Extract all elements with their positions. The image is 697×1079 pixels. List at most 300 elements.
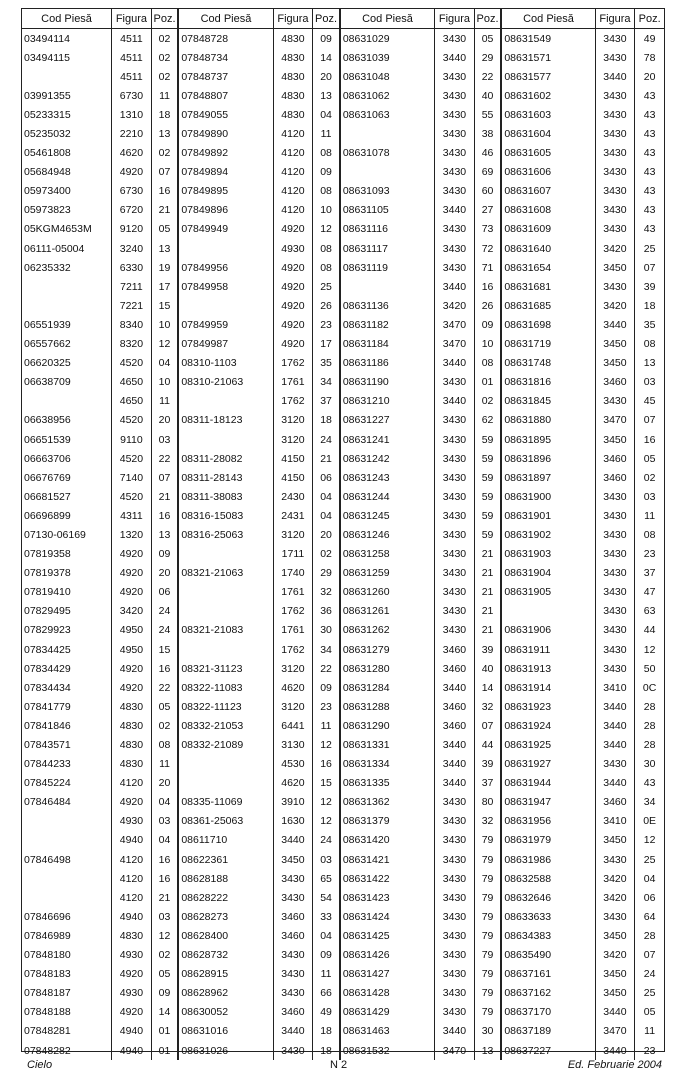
column-header-poz: Poz. bbox=[635, 9, 664, 29]
figura-cell: 3460 bbox=[595, 449, 635, 468]
figura-cell: 4520 bbox=[112, 411, 152, 430]
figura-cell: 3430 bbox=[435, 984, 475, 1003]
figura-cell: 4930 bbox=[112, 812, 152, 831]
poz-cell: 21 bbox=[474, 621, 501, 640]
cod-piesa-cell: 08322-11123 bbox=[178, 697, 273, 716]
poz-cell: 09 bbox=[313, 29, 340, 49]
cod-piesa-cell: 05233315 bbox=[24, 108, 71, 121]
poz-cell: 65 bbox=[313, 869, 340, 888]
poz-cell: 20 bbox=[151, 774, 178, 793]
cod-piesa-cell: 08631262 bbox=[340, 621, 435, 640]
cod-piesa-cell: 08622361 bbox=[178, 850, 273, 869]
poz-cell: 71 bbox=[474, 258, 501, 277]
cod-piesa-cell: 08631947 bbox=[501, 793, 595, 812]
cod-piesa-cell: 05973400 bbox=[24, 185, 71, 198]
table-row bbox=[22, 144, 664, 163]
figura-cell: 4120 bbox=[112, 850, 152, 869]
poz-cell: 04 bbox=[151, 354, 178, 373]
figura-cell: 3120 bbox=[273, 697, 313, 716]
figura-cell: 3430 bbox=[435, 86, 475, 105]
poz-cell: 14 bbox=[151, 1003, 178, 1022]
poz-cell: 03 bbox=[313, 850, 340, 869]
poz-cell: 24 bbox=[635, 965, 664, 984]
figura-cell: 3120 bbox=[273, 525, 313, 544]
cod-piesa-cell bbox=[22, 831, 112, 850]
cod-piesa-cell: 08631986 bbox=[501, 850, 595, 869]
poz-cell: 07 bbox=[151, 163, 178, 182]
figura-cell: 4311 bbox=[112, 506, 152, 525]
poz-cell: 18 bbox=[635, 296, 664, 315]
cod-piesa-cell: 07849895 bbox=[178, 182, 273, 201]
table-row bbox=[22, 946, 664, 965]
cod-piesa-cell: 07846696 bbox=[24, 910, 71, 923]
footer-model: Cielo bbox=[27, 1059, 53, 1071]
cod-piesa-cell: 07848734 bbox=[178, 48, 273, 67]
cod-piesa-cell: 05973823 bbox=[24, 204, 71, 217]
table-row bbox=[22, 411, 664, 430]
table-row bbox=[22, 487, 664, 506]
cod-piesa-cell: 07848188 bbox=[24, 1006, 71, 1019]
cod-piesa-cell: 08631245 bbox=[340, 506, 435, 525]
poz-cell: 34 bbox=[313, 373, 340, 392]
cod-piesa-cell: 08631062 bbox=[340, 86, 435, 105]
cod-piesa-cell: 08311-18123 bbox=[178, 411, 273, 430]
poz-cell: 04 bbox=[313, 506, 340, 525]
table-row bbox=[22, 793, 664, 812]
poz-cell: 59 bbox=[474, 525, 501, 544]
figura-cell: 1630 bbox=[273, 812, 313, 831]
cod-piesa-cell: 08322-11083 bbox=[178, 678, 273, 697]
cod-piesa-cell: 08631880 bbox=[501, 411, 595, 430]
cod-piesa-cell: 05235032 bbox=[24, 128, 71, 141]
figura-cell: 8340 bbox=[112, 315, 152, 334]
poz-cell: 17 bbox=[313, 335, 340, 354]
cod-piesa-cell bbox=[178, 774, 273, 793]
poz-cell: 79 bbox=[474, 946, 501, 965]
cod-piesa-cell: 08631427 bbox=[340, 965, 435, 984]
cod-piesa-cell: 05461808 bbox=[24, 147, 71, 160]
poz-cell: 16 bbox=[151, 850, 178, 869]
cod-piesa-cell: 07849987 bbox=[178, 335, 273, 354]
table-body bbox=[22, 29, 664, 1061]
figura-cell: 4950 bbox=[112, 621, 152, 640]
cod-piesa-cell: 06651539 bbox=[24, 433, 71, 446]
figura-cell: 3430 bbox=[595, 755, 635, 774]
figura-cell: 3460 bbox=[595, 793, 635, 812]
figura-cell: 3430 bbox=[435, 163, 475, 182]
cod-piesa-cell: 08631603 bbox=[501, 105, 595, 124]
figura-cell: 4920 bbox=[112, 793, 152, 812]
cod-piesa-cell: 08631549 bbox=[501, 29, 595, 49]
figura-cell: 3430 bbox=[435, 583, 475, 602]
poz-cell: 37 bbox=[635, 564, 664, 583]
poz-cell: 16 bbox=[313, 755, 340, 774]
figura-cell: 3430 bbox=[595, 583, 635, 602]
figura-cell: 3430 bbox=[595, 545, 635, 564]
cod-piesa-cell: 06638956 bbox=[24, 414, 71, 427]
poz-cell: 14 bbox=[474, 678, 501, 697]
figura-cell: 4920 bbox=[273, 315, 313, 334]
figura-cell: 1320 bbox=[112, 525, 152, 544]
cod-piesa-cell: 08631532 bbox=[340, 1041, 435, 1060]
table-row bbox=[22, 640, 664, 659]
poz-cell: 39 bbox=[635, 277, 664, 296]
figura-cell: 3460 bbox=[273, 1003, 313, 1022]
poz-cell: 27 bbox=[474, 201, 501, 220]
poz-cell: 32 bbox=[474, 697, 501, 716]
poz-cell: 21 bbox=[474, 564, 501, 583]
figura-cell: 3430 bbox=[435, 124, 475, 143]
figura-cell: 3430 bbox=[435, 430, 475, 449]
figura-cell: 9110 bbox=[112, 430, 152, 449]
figura-cell: 3470 bbox=[595, 411, 635, 430]
figura-cell: 3460 bbox=[595, 468, 635, 487]
figura-cell: 3430 bbox=[595, 640, 635, 659]
poz-cell: 80 bbox=[474, 793, 501, 812]
cod-piesa-cell: 08631186 bbox=[340, 354, 435, 373]
poz-cell: 45 bbox=[635, 392, 664, 411]
cod-piesa-cell: 08631748 bbox=[501, 354, 595, 373]
cod-piesa-cell: 08332-21053 bbox=[178, 716, 273, 735]
figura-cell: 3430 bbox=[435, 105, 475, 124]
figura-cell: 3430 bbox=[595, 29, 635, 49]
cod-piesa-cell: 07849956 bbox=[178, 258, 273, 277]
cod-piesa-cell: 08631901 bbox=[501, 506, 595, 525]
poz-cell: 79 bbox=[474, 984, 501, 1003]
figura-cell: 3440 bbox=[435, 201, 475, 220]
poz-cell: 07 bbox=[474, 716, 501, 735]
table-row bbox=[22, 277, 664, 296]
cod-piesa-cell: 08631246 bbox=[340, 525, 435, 544]
figura-cell: 3460 bbox=[435, 640, 475, 659]
cod-piesa-cell bbox=[340, 163, 435, 182]
figura-cell: 3410 bbox=[595, 812, 635, 831]
cod-piesa-cell: 08631904 bbox=[501, 564, 595, 583]
cod-piesa-cell: 05684948 bbox=[24, 166, 71, 179]
poz-cell: 20 bbox=[635, 67, 664, 86]
table-row bbox=[22, 774, 664, 793]
poz-cell: 0E bbox=[635, 812, 664, 831]
figura-cell: 3120 bbox=[273, 430, 313, 449]
cod-piesa-cell: 08628962 bbox=[178, 984, 273, 1003]
figura-cell: 4120 bbox=[273, 144, 313, 163]
poz-cell: 13 bbox=[151, 525, 178, 544]
cod-piesa-cell: 08631463 bbox=[340, 1022, 435, 1041]
poz-cell: 79 bbox=[474, 850, 501, 869]
cod-piesa-cell: 08631956 bbox=[501, 812, 595, 831]
table-row bbox=[22, 86, 664, 105]
cod-piesa-cell bbox=[22, 888, 112, 907]
cod-piesa-cell: 08637170 bbox=[501, 1003, 595, 1022]
figura-cell: 4920 bbox=[273, 258, 313, 277]
figura-cell: 4920 bbox=[112, 965, 152, 984]
cod-piesa-cell: 06551939 bbox=[24, 318, 71, 331]
figura-cell: 3440 bbox=[595, 774, 635, 793]
cod-piesa-cell: 07849894 bbox=[178, 163, 273, 182]
table-row bbox=[22, 163, 664, 182]
cod-piesa-cell: 08628273 bbox=[178, 907, 273, 926]
poz-cell: 05 bbox=[151, 220, 178, 239]
table-row bbox=[22, 29, 664, 49]
figura-cell: 3430 bbox=[273, 869, 313, 888]
poz-cell: 11 bbox=[151, 86, 178, 105]
cod-piesa-cell: 08631606 bbox=[501, 163, 595, 182]
cod-piesa-cell: 08631261 bbox=[340, 602, 435, 621]
figura-cell: 4920 bbox=[112, 659, 152, 678]
figura-cell: 3130 bbox=[273, 735, 313, 754]
poz-cell: 10 bbox=[151, 315, 178, 334]
figura-cell: 3450 bbox=[595, 430, 635, 449]
figura-cell: 3430 bbox=[595, 124, 635, 143]
poz-cell: 43 bbox=[635, 774, 664, 793]
figura-cell: 3470 bbox=[435, 315, 475, 334]
table-row bbox=[22, 373, 664, 392]
figura-cell: 3420 bbox=[595, 946, 635, 965]
table-row bbox=[22, 1022, 664, 1041]
poz-cell: 08 bbox=[313, 144, 340, 163]
figura-cell: 3440 bbox=[435, 354, 475, 373]
figura-cell: 3440 bbox=[595, 1003, 635, 1022]
footer-page-number: N 2 bbox=[330, 1059, 348, 1071]
cod-piesa-cell: 08628732 bbox=[178, 946, 273, 965]
poz-cell: 66 bbox=[313, 984, 340, 1003]
cod-piesa-cell: 08631640 bbox=[501, 239, 595, 258]
poz-cell: 02 bbox=[635, 468, 664, 487]
cod-piesa-cell: 08631048 bbox=[340, 67, 435, 86]
cod-piesa-cell: 07834429 bbox=[24, 662, 71, 675]
cod-piesa-cell: 08631258 bbox=[340, 545, 435, 564]
cod-piesa-cell: 08631420 bbox=[340, 831, 435, 850]
cod-piesa-cell: 08311-28082 bbox=[178, 449, 273, 468]
cod-piesa-cell bbox=[22, 277, 112, 296]
poz-cell: 36 bbox=[313, 602, 340, 621]
cod-piesa-cell: 08311-28143 bbox=[178, 468, 273, 487]
poz-cell: 11 bbox=[151, 755, 178, 774]
poz-cell: 08 bbox=[313, 258, 340, 277]
figura-cell: 4830 bbox=[273, 86, 313, 105]
table-row bbox=[22, 124, 664, 143]
poz-cell: 04 bbox=[313, 487, 340, 506]
figura-cell: 1761 bbox=[273, 373, 313, 392]
poz-cell: 13 bbox=[151, 124, 178, 143]
poz-cell: 11 bbox=[313, 124, 340, 143]
table-row bbox=[22, 525, 664, 544]
cod-piesa-cell: 08631288 bbox=[340, 697, 435, 716]
figura-cell: 4830 bbox=[273, 67, 313, 86]
cod-piesa-cell: 08631911 bbox=[501, 640, 595, 659]
poz-cell: 01 bbox=[474, 373, 501, 392]
cod-piesa-cell: 08631900 bbox=[501, 487, 595, 506]
table-row bbox=[22, 1041, 664, 1060]
cod-piesa-cell: 08361-25063 bbox=[178, 812, 273, 831]
figura-cell: 4920 bbox=[273, 296, 313, 315]
poz-cell: 04 bbox=[313, 926, 340, 945]
figura-cell: 3430 bbox=[595, 105, 635, 124]
cod-piesa-cell: 08634383 bbox=[501, 926, 595, 945]
cod-piesa-cell: 08631896 bbox=[501, 449, 595, 468]
poz-cell: 23 bbox=[313, 697, 340, 716]
figura-cell: 3430 bbox=[273, 888, 313, 907]
figura-cell: 3430 bbox=[435, 29, 475, 49]
figura-cell: 7221 bbox=[112, 296, 152, 315]
cod-piesa-cell: 07846498 bbox=[24, 853, 71, 866]
poz-cell: 20 bbox=[313, 67, 340, 86]
poz-cell: 22 bbox=[151, 678, 178, 697]
cod-piesa-cell: 08631979 bbox=[501, 831, 595, 850]
figura-cell: 9120 bbox=[112, 220, 152, 239]
figura-cell: 3430 bbox=[435, 449, 475, 468]
cod-piesa-cell: 08631685 bbox=[501, 296, 595, 315]
poz-cell: 18 bbox=[313, 1022, 340, 1041]
figura-cell: 3430 bbox=[435, 411, 475, 430]
poz-cell: 11 bbox=[635, 506, 664, 525]
figura-cell: 3430 bbox=[435, 545, 475, 564]
figura-cell: 4120 bbox=[273, 201, 313, 220]
poz-cell: 23 bbox=[313, 315, 340, 334]
poz-cell: 16 bbox=[635, 430, 664, 449]
column-header-poz: Poz. bbox=[313, 9, 340, 29]
poz-cell: 59 bbox=[474, 506, 501, 525]
figura-cell: 3430 bbox=[435, 373, 475, 392]
cod-piesa-cell: 08631284 bbox=[340, 678, 435, 697]
figura-cell: 3430 bbox=[435, 907, 475, 926]
poz-cell: 17 bbox=[151, 277, 178, 296]
figura-cell: 3240 bbox=[112, 239, 152, 258]
table-row bbox=[22, 1003, 664, 1022]
cod-piesa-cell: 08631078 bbox=[340, 144, 435, 163]
cod-piesa-cell: 07848728 bbox=[178, 29, 273, 49]
figura-cell: 4650 bbox=[112, 373, 152, 392]
poz-cell: 33 bbox=[313, 907, 340, 926]
figura-cell: 4830 bbox=[112, 926, 152, 945]
poz-cell: 73 bbox=[474, 220, 501, 239]
poz-cell: 49 bbox=[635, 29, 664, 49]
poz-cell: 21 bbox=[474, 545, 501, 564]
table-row bbox=[22, 659, 664, 678]
cod-piesa-cell: 08631244 bbox=[340, 487, 435, 506]
poz-cell: 28 bbox=[635, 926, 664, 945]
poz-cell: 03 bbox=[635, 487, 664, 506]
figura-cell: 3420 bbox=[595, 888, 635, 907]
poz-cell: 15 bbox=[151, 640, 178, 659]
poz-cell: 06 bbox=[151, 583, 178, 602]
poz-cell: 16 bbox=[474, 277, 501, 296]
figura-cell: 8320 bbox=[112, 335, 152, 354]
figura-cell: 4530 bbox=[273, 755, 313, 774]
poz-cell: 24 bbox=[151, 602, 178, 621]
poz-cell: 20 bbox=[151, 411, 178, 430]
cod-piesa-cell: 08631016 bbox=[178, 1022, 273, 1041]
table-row bbox=[22, 583, 664, 602]
poz-cell: 24 bbox=[313, 831, 340, 850]
cod-piesa-cell: 08631681 bbox=[501, 277, 595, 296]
poz-cell: 08 bbox=[313, 239, 340, 258]
poz-cell: 28 bbox=[635, 716, 664, 735]
cod-piesa-cell: 08631182 bbox=[340, 315, 435, 334]
cod-piesa-cell: 08631903 bbox=[501, 545, 595, 564]
table-row bbox=[22, 907, 664, 926]
cod-piesa-cell: 07841779 bbox=[24, 700, 71, 713]
cod-piesa-cell: 07834425 bbox=[24, 643, 71, 656]
cod-piesa-cell bbox=[178, 392, 273, 411]
cod-piesa-cell: 08631608 bbox=[501, 201, 595, 220]
parts-index-sheet bbox=[21, 8, 665, 1057]
table-row bbox=[22, 105, 664, 124]
poz-cell: 59 bbox=[474, 487, 501, 506]
cod-piesa-cell: 08631571 bbox=[501, 48, 595, 67]
figura-cell: 4940 bbox=[112, 1022, 152, 1041]
figura-cell: 3450 bbox=[595, 831, 635, 850]
footer-edition: Ed. Februarie 2004 bbox=[567, 1059, 662, 1071]
figura-cell: 4950 bbox=[112, 640, 152, 659]
poz-cell: 12 bbox=[635, 640, 664, 659]
cod-piesa-cell: 08316-15083 bbox=[178, 506, 273, 525]
poz-cell: 04 bbox=[151, 831, 178, 850]
figura-cell: 3430 bbox=[435, 468, 475, 487]
table-row bbox=[22, 449, 664, 468]
poz-cell: 04 bbox=[635, 869, 664, 888]
figura-cell: 4830 bbox=[112, 735, 152, 754]
cod-piesa-cell: 08637161 bbox=[501, 965, 595, 984]
figura-cell: 3430 bbox=[273, 946, 313, 965]
figura-cell: 4620 bbox=[273, 678, 313, 697]
poz-cell: 21 bbox=[151, 487, 178, 506]
cod-piesa-cell: 07834434 bbox=[24, 681, 71, 694]
figura-cell: 3430 bbox=[595, 277, 635, 296]
figura-cell: 4120 bbox=[112, 869, 152, 888]
figura-cell: 3430 bbox=[435, 850, 475, 869]
poz-cell: 07 bbox=[151, 468, 178, 487]
figura-cell: 4120 bbox=[273, 182, 313, 201]
figura-cell: 4920 bbox=[112, 163, 152, 182]
cod-piesa-cell: 07829495 bbox=[24, 605, 71, 618]
figura-cell: 3440 bbox=[595, 716, 635, 735]
poz-cell: 43 bbox=[635, 105, 664, 124]
cod-piesa-cell: 08631607 bbox=[501, 182, 595, 201]
figura-cell: 3430 bbox=[435, 67, 475, 86]
figura-cell: 3410 bbox=[595, 678, 635, 697]
figura-cell: 4830 bbox=[112, 697, 152, 716]
table-row bbox=[22, 965, 664, 984]
figura-cell: 4920 bbox=[273, 277, 313, 296]
poz-cell: 03 bbox=[151, 907, 178, 926]
table-row bbox=[22, 850, 664, 869]
figura-cell: 3430 bbox=[435, 888, 475, 907]
figura-cell: 3430 bbox=[435, 487, 475, 506]
cod-piesa-cell: 08631335 bbox=[340, 774, 435, 793]
figura-cell: 2431 bbox=[273, 506, 313, 525]
figura-cell: 4150 bbox=[273, 449, 313, 468]
cod-piesa-cell: 08631923 bbox=[501, 697, 595, 716]
figura-cell: 3460 bbox=[435, 697, 475, 716]
column-header-poz: Poz. bbox=[474, 9, 501, 29]
cod-piesa-cell: 08631914 bbox=[501, 678, 595, 697]
cod-piesa-cell: 08631604 bbox=[501, 124, 595, 143]
poz-cell: 02 bbox=[474, 392, 501, 411]
poz-cell: 14 bbox=[313, 48, 340, 67]
poz-cell: 09 bbox=[313, 678, 340, 697]
cod-piesa-cell: 08631425 bbox=[340, 926, 435, 945]
poz-cell: 09 bbox=[151, 984, 178, 1003]
figura-cell: 3430 bbox=[435, 182, 475, 201]
poz-cell: 08 bbox=[313, 182, 340, 201]
poz-cell: 18 bbox=[313, 411, 340, 430]
cod-piesa-cell: 08631379 bbox=[340, 812, 435, 831]
cod-piesa-cell: 07819378 bbox=[24, 567, 71, 580]
cod-piesa-cell: 07848737 bbox=[178, 67, 273, 86]
figura-cell: 3440 bbox=[435, 755, 475, 774]
figura-cell: 3460 bbox=[595, 373, 635, 392]
